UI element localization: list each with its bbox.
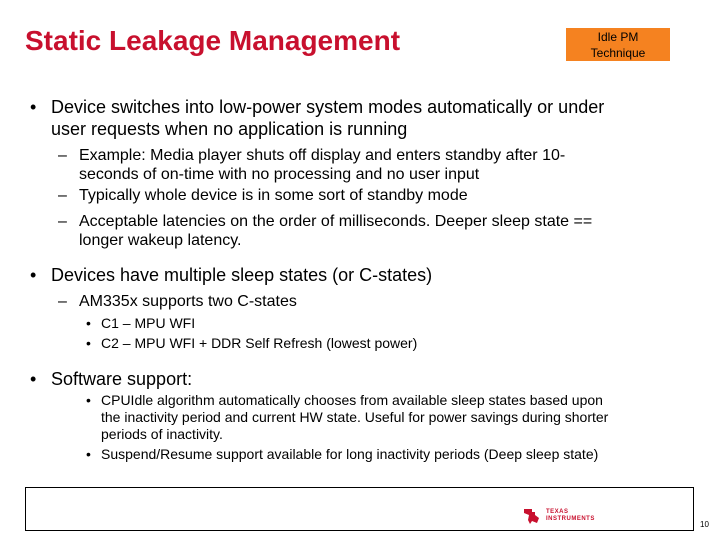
technique-badge <box>566 28 670 61</box>
sub-1-2-marker: – <box>58 187 67 204</box>
badge-line-2: Technique <box>590 45 646 60</box>
sub-1-3-line-2: longer wakeup latency. <box>79 232 242 249</box>
bullet-1-line-2: user requests when no application is running <box>51 119 408 139</box>
bullet-2-line-1: Devices have multiple sleep states (or C-states) <box>51 265 433 285</box>
subsub-3-1-line-3: periods of inactivity. <box>101 426 223 442</box>
slide-title: Static Leakage Management <box>25 25 401 56</box>
subsub-2-1-1-text: C1 – MPU WFI <box>101 315 196 331</box>
bullet-3-line-1: Software support: <box>51 369 193 389</box>
sub-2-1-marker: – <box>58 293 67 310</box>
badge-line-1: Idle PM <box>597 29 639 44</box>
sub-1-3-line-1: Acceptable latencies on the order of milliseconds. Deeper sleep state == <box>79 213 593 230</box>
ti-state-icon <box>522 506 542 526</box>
bullet-1-line-1: Device switches into low-power system modes automatically or under <box>51 97 605 117</box>
ti-logo-line-1: TEXAS <box>546 509 569 515</box>
sub-2-1-line-1: AM335x supports two C-states <box>79 293 297 310</box>
sub-1-1-line-1: Example: Media player shuts off display and enters standby after 10- <box>79 147 566 164</box>
subsub-2-1-1-marker: • <box>86 315 91 331</box>
sub-1-2-line-1: Typically whole device is in some sort of standby mode <box>79 187 468 204</box>
page-number: 10 <box>700 520 709 529</box>
bullet-2-marker: • <box>30 265 37 285</box>
sub-1-1-line-2: seconds of on-time with no processing and no user input <box>79 166 480 183</box>
bullet-1-marker: • <box>30 97 37 117</box>
sub-1-1-marker: – <box>58 147 67 164</box>
subsub-3-1-line-2: the inactivity period and current HW state. Useful for power savings during shorter <box>101 409 609 425</box>
subsub-3-2-marker: • <box>86 446 91 462</box>
subsub-3-1-line-1: CPUIdle algorithm automatically chooses from available sleep states based upon <box>101 392 603 408</box>
sub-1-3-marker: – <box>58 213 67 230</box>
subsub-3-1-marker: • <box>86 392 91 408</box>
bullet-3-marker: • <box>30 369 37 389</box>
ti-logo <box>522 506 595 526</box>
ti-logo-line-2: INSTRUMENTS <box>546 516 595 522</box>
subsub-2-1-2-marker: • <box>86 335 91 351</box>
subsub-2-1-2-text: C2 – MPU WFI + DDR Self Refresh (lowest power) <box>101 335 418 351</box>
subsub-3-2-line-1: Suspend/Resume support available for long inactivity periods (Deep sleep state) <box>101 446 599 462</box>
